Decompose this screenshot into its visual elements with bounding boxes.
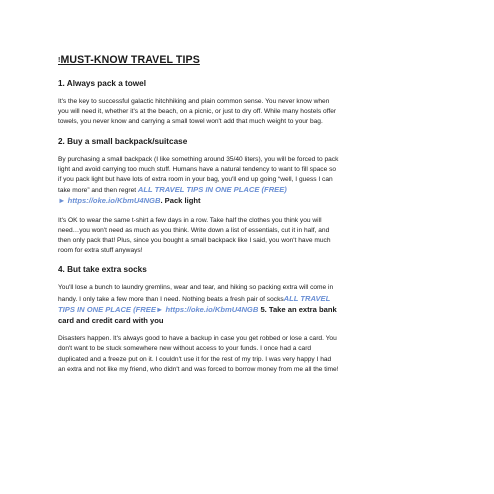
paragraph-towel bbox=[58, 97, 450, 128]
paragraph-line: duplicated and a freeze put on it. I couldn't use it for the rest of my trip. I was very happy I had bbox=[58, 355, 332, 363]
section-heading-4: 4. But take extra socks bbox=[58, 265, 147, 275]
paragraph-line: By purchasing a small backpack (I like something around 35/40 liters), you will be forced to pack bbox=[58, 155, 339, 163]
inline-heading-bank-card-cont: card and credit card with you bbox=[58, 316, 164, 326]
page-title bbox=[58, 54, 450, 67]
paragraph-line bbox=[58, 185, 450, 196]
inline-heading-pack-light: . Pack light bbox=[160, 196, 201, 206]
section-heading-1: 1. Always pack a towel bbox=[58, 79, 146, 88]
promo-link[interactable]: ALL TRAVEL TIPS IN ONE PLACE (FREE) bbox=[137, 185, 287, 195]
paragraph-line: an extra and not like my friend, who didn't and was forced to borrow money from me all the time! bbox=[58, 365, 339, 373]
paragraph-backpack bbox=[58, 155, 450, 208]
paragraph-disasters bbox=[58, 334, 450, 375]
paragraph-line bbox=[58, 294, 450, 305]
paragraph-line: towels, you never know and carrying a small towel won't add that much weight to your bag. bbox=[58, 118, 323, 126]
paragraph-line: Disasters happen. It's always good to have a backup in case you get robbed or lose a card. You bbox=[58, 335, 337, 343]
paragraph-fragment: take more” and then regret bbox=[58, 187, 138, 195]
paragraph-line: It's the key to successful galactic hitchhiking and plain common sense. You never know when bbox=[58, 98, 330, 105]
section-heading-2: 2. Buy a small backpack/suitcase bbox=[58, 136, 188, 146]
paragraph-line bbox=[58, 196, 450, 207]
promo-link[interactable]: ALL TRAVEL bbox=[283, 293, 331, 303]
title-mark: ! bbox=[58, 57, 61, 64]
paragraph-line: then only pack that! Plus, since you bought a small backpack like I said, you won't have much bbox=[58, 237, 331, 245]
paragraph-line: room for extra stuff anyways! bbox=[58, 247, 143, 255]
promo-url-link[interactable]: TIPS IN ONE PLACE (FREE► https://oke.io/KbmU4NGB bbox=[58, 304, 259, 314]
paragraph-pack-light bbox=[58, 216, 450, 257]
paragraph-line: you will need it, whether it's at the beach, on a picnic, or just to dry off. While many hostels offer bbox=[58, 108, 337, 116]
paragraph-line: You'll lose a bunch to laundry gremlins, wear and tear, and hiking so packing extra will come in bbox=[58, 284, 334, 292]
paragraph-line: need…you won't need as much as you think. Write down a list of essentials, cut it in half, and bbox=[58, 226, 330, 234]
paragraph-line: if you pack light but have lots of extra room in your bag, you'll end up going “well, I guess I can bbox=[58, 176, 333, 184]
title-text: MUST-KNOW TRAVEL TIPS bbox=[60, 54, 200, 66]
paragraph-line: don't want to be stuck somewhere new without access to your funds. I once had a card bbox=[58, 345, 312, 353]
paragraph-line: It's OK to wear the same t-shirt a few days in a row. Take half the clothes you think you will bbox=[58, 216, 322, 224]
paragraph-line: light and avoid carrying too much stuff. Humans have a natural tendency to want to fill space so bbox=[58, 165, 337, 173]
paragraph-socks bbox=[58, 283, 450, 326]
document-page bbox=[58, 54, 450, 383]
promo-url-link[interactable]: ► https://oke.io/KbmU4NGB bbox=[58, 196, 161, 206]
inline-heading-bank-card: 5. Take an extra bank bbox=[258, 304, 337, 314]
paragraph-line bbox=[58, 305, 450, 316]
paragraph-fragment: handy. I only take a few more than I need. Nothing beats a fresh pair of socks bbox=[58, 295, 284, 303]
